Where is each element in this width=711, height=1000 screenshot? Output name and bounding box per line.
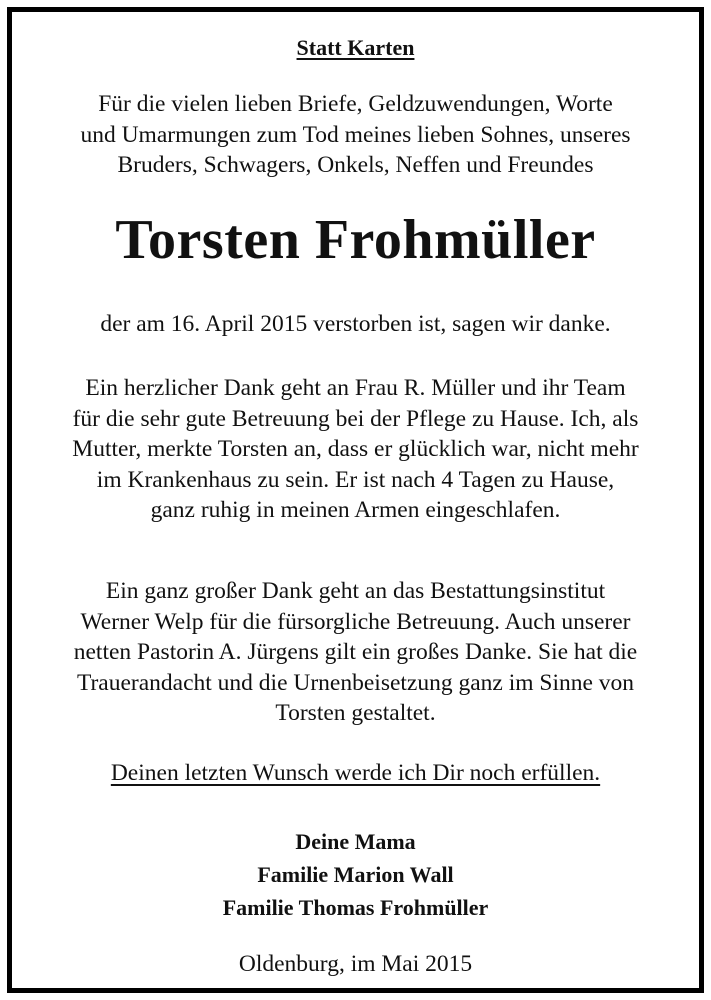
paragraph-line: Ein ganz großer Dank geht an das Bestattungsinstitut — [105, 578, 606, 604]
paragraph-line: für die sehr gute Betreuung bei der Pflege zu Hause. Ich, als — [72, 405, 639, 432]
thanks-paragraph-2 — [12, 576, 699, 729]
paragraph-line: Mutter, merkte Torsten an, dass er glücklich war, nicht mehr — [72, 436, 639, 462]
thanks-paragraph-1 — [12, 373, 699, 526]
paragraph-line: Werner Welp für die fürsorgliche Betreuung. Auch unserer — [80, 608, 631, 635]
intro-line: Bruders, Schwagers, Onkels, Neffen und Freundes — [117, 152, 594, 178]
signature-line: Familie Thomas Frohmüller — [222, 895, 489, 920]
date-line: der am 16. April 2015 verstorben ist, sagen wir danke. — [100, 311, 611, 337]
final-wish — [12, 760, 699, 787]
signature-block — [12, 825, 699, 924]
intro-line: Für die vielen lieben Briefe, Geldzuwendungen, Worte — [98, 91, 613, 117]
intro-text — [12, 89, 699, 181]
paragraph-line: Torsten gestaltet. — [275, 700, 436, 726]
place-date: Oldenburg, im Mai 2015 — [238, 951, 473, 977]
header-statt-karten: Statt Karten — [296, 35, 415, 60]
signature-line: Familie Marion Wall — [257, 862, 454, 887]
paragraph-line: Trauerandacht und die Urnenbeisetzung ganz im Sinne von — [76, 669, 635, 696]
paragraph-line: netten Pastorin A. Jürgens gilt ein großes Danke. Sie hat die — [73, 639, 638, 665]
intro-line: und Umarmungen zum Tod meines lieben Sohnes, unseres — [80, 121, 631, 148]
signature-line: Deine Mama — [295, 829, 416, 854]
paragraph-line: Ein herzlicher Dank geht an Frau R. Müller und ihr Team — [85, 375, 626, 401]
deceased-name: Torsten Frohmüller — [115, 209, 596, 271]
final-wish-text: Deinen letzten Wunsch werde ich Dir noch erfüllen. — [110, 760, 601, 786]
paragraph-line: ganz ruhig in meinen Armen eingeschlafen. — [150, 497, 561, 523]
obituary-frame — [7, 7, 704, 993]
paragraph-line: im Krankenhaus zu sein. Er ist nach 4 Tagen zu Hause, — [96, 466, 615, 493]
